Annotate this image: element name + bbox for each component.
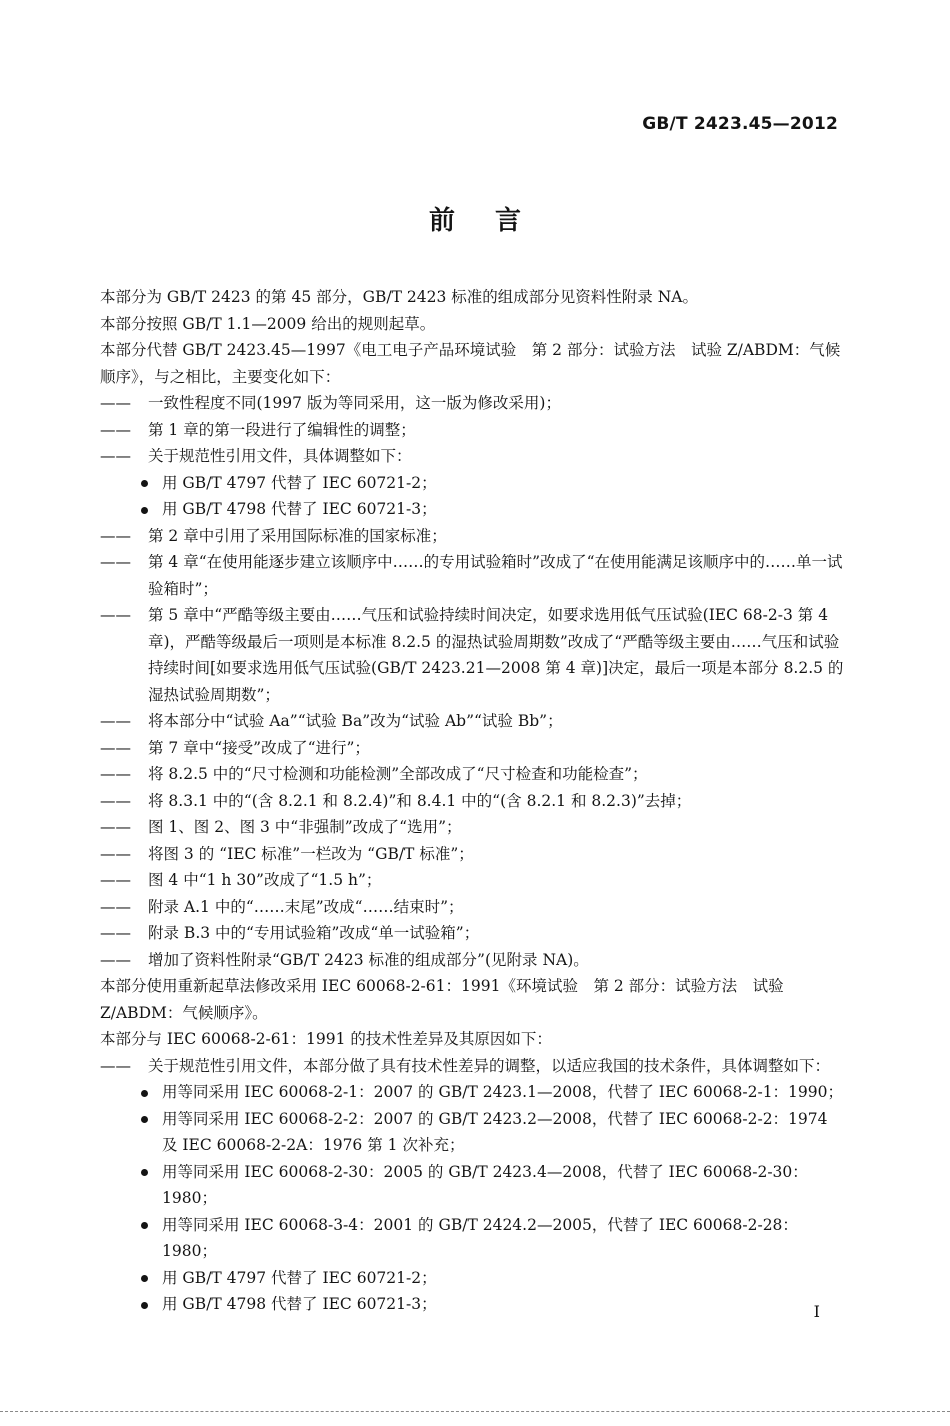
bullet-item: 用 GB/T 4797 代替了 IEC 60721-2；	[100, 470, 845, 497]
paragraph-drafting-rules: 本部分按照 GB/T 1.1—2009 给出的规则起草。	[100, 314, 436, 333]
page-number: I	[813, 1302, 820, 1321]
list-item: —— 将本部分中“试验 Aa”“试验 Ba”改为“试验 Ab”“试验 Bb”；	[100, 712, 563, 730]
standard-number: GB/T 2423.45—2012	[642, 114, 838, 134]
list-item: —— 附录 A.1 中的“……末尾”改成“……结束时”；	[100, 897, 464, 916]
bullet-icon	[140, 470, 162, 497]
bullet-icon	[140, 1265, 162, 1292]
list-item: —— 关于规范性引用文件，具体调整如下：	[100, 447, 412, 465]
list-item: —— 一致性程度不同(1997 版为等同采用，这一版为修改采用)；	[100, 394, 561, 412]
foreword-body	[100, 284, 845, 1318]
bottom-divider	[0, 1411, 950, 1412]
list-item: —— 将 8.3.1 中的“(含 8.2.1 和 8.2.4)”和 8.4.1 中的“(含 8.2.1 和 8.2.3)”去掉；	[100, 791, 692, 810]
page-title: 前言	[428, 206, 561, 236]
list-item: —— 将图 3 的 “IEC 标准”一栏改为 “GB/T 标准”；	[100, 844, 474, 863]
bullet-icon	[140, 496, 162, 523]
list-item: —— 第 4 章“在使用能逐步建立该顺序中……的专用试验箱时”改成了“在使用能满足该顺序中的……单一试验箱时”；	[100, 553, 843, 598]
bullet-icon	[140, 1079, 162, 1106]
paragraph-replaces: 本部分代替 GB/T 2423.45—1997《电工电子产品环境试验 第 2 部分：试验方法 试验 Z/ABDM：气候顺序》，与之相比，主要变化如下：	[100, 341, 841, 386]
list-item: —— 关于规范性引用文件，本部分做了具有技术性差异的调整，以适应我国的技术条件，具体调整如下：	[100, 1056, 831, 1075]
list-item: —— 第 1 章的第一段进行了编辑性的调整；	[100, 420, 416, 439]
bullet-item: 用 GB/T 4797 代替了 IEC 60721-2；	[100, 1265, 845, 1292]
list-item: —— 第 7 章中“接受”改成了“进行”；	[100, 738, 370, 757]
paragraph-part-of-series: 本部分为 GB/T 2423 的第 45 部分，GB/T 2423 标准的组成部分见资料性附录 NA。	[100, 288, 698, 306]
list-item: —— 附录 B.3 中的“专用试验箱”改成“单一试验箱”；	[100, 924, 480, 942]
list-item: —— 第 5 章中“严酷等级主要由……气压和试验持续时间决定，如要求选用低气压试验(IEC 68-2-3 第 4 章)，严酷等级最后一项则是本标准 8.2.5 的湿热试验周期数”改成了“严酷等级主要由……气压和试验持续时间[如要求选用低气压试验(GB/T 2423.21—2008 第 4 章)]决定，最后一项是本部分 8.2.5 的湿热试验周期数”；	[100, 606, 844, 704]
bullet-icon	[140, 1212, 162, 1239]
list-item: —— 增加了资料性附录“GB/T 2423 标准的组成部分”(见附录 NA)。	[100, 950, 589, 969]
bullet-icon	[140, 1159, 162, 1186]
bullet-item: 用 GB/T 4798 代替了 IEC 60721-3；	[100, 496, 845, 523]
bullet-item: 用 GB/T 4798 代替了 IEC 60721-3；	[100, 1291, 845, 1318]
bullet-icon	[140, 1106, 162, 1133]
bullet-item: 用等同采用 IEC 60068-2-2：2007 的 GB/T 2423.2—2008，代替了 IEC 60068-2-2：1974 及 IEC 60068-2-2A：1976 第 1 次补充；	[100, 1106, 845, 1159]
paragraph-differences: 本部分与 IEC 60068-2-61：1991 的技术性差异及其原因如下：	[100, 1030, 552, 1048]
list-item: —— 将 8.2.5 中的“尺寸检测和功能检测”全部改成了“尺寸检查和功能检查”；	[100, 765, 648, 783]
list-item: —— 第 2 章中引用了采用国际标准的国家标准；	[100, 526, 447, 545]
bullet-item: 用等同采用 IEC 60068-2-1：2007 的 GB/T 2423.1—2008，代替了 IEC 60068-2-1：1990；	[100, 1079, 845, 1106]
bullet-item: 用等同采用 IEC 60068-3-4：2001 的 GB/T 2424.2—2005，代替了 IEC 60068-2-28：1980；	[100, 1212, 845, 1265]
list-item: —— 图 1、图 2、图 3 中“非强制”改成了“选用”；	[100, 818, 462, 836]
paragraph-adoption: 本部分使用重新起草法修改采用 IEC 60068-2-61：1991《环境试验 第 2 部分：试验方法 试验 Z/ABDM：气候顺序》。	[100, 977, 784, 1022]
list-item: —— 图 4 中“1 h 30”改成了“1.5 h”；	[100, 871, 382, 889]
bullet-item: 用等同采用 IEC 60068-2-30：2005 的 GB/T 2423.4—2008，代替了 IEC 60068-2-30：1980；	[100, 1159, 845, 1212]
bullet-icon	[140, 1291, 162, 1318]
